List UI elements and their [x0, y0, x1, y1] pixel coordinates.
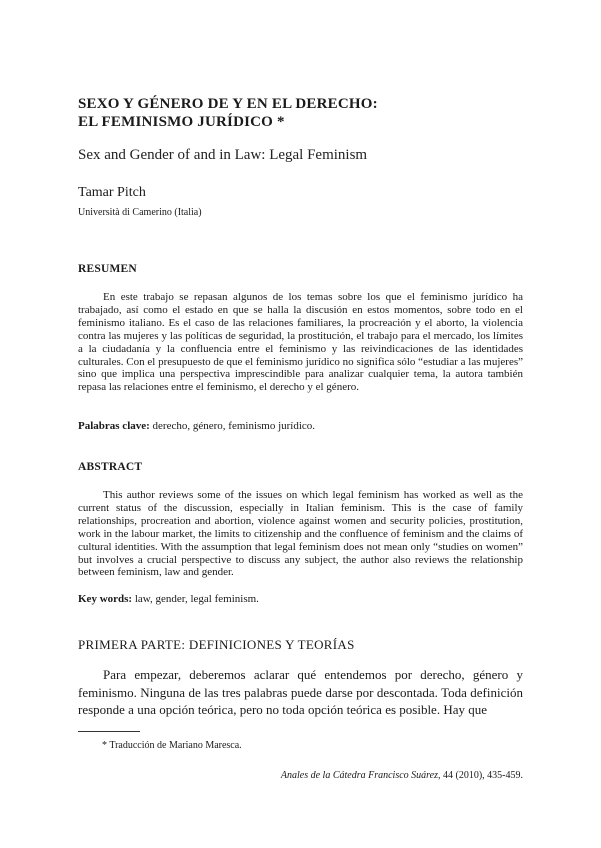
article-title-line-1: SEXO Y GÉNERO DE Y EN EL DERECHO:: [78, 96, 378, 112]
resumen-keywords-label: Palabras clave:: [78, 420, 150, 432]
article-subtitle: Sex and Gender of and in Law: Legal Feminism: [78, 147, 368, 163]
footnote: * Traducción de Mariano Maresca.: [102, 740, 242, 751]
journal-name: Anales de la Cátedra Francisco Suárez: [280, 770, 438, 781]
resumen-text: En este trabajo se repasan algunos de los temas sobre los que el feminismo jurídico ha trabajado, así como el estado en que se halla la discusión en estos momentos, sobre todo en el feminismo italiano. Es el caso de las relaciones familiares, la procreación y el aborto, la violencia contra las mujeres y las políticas de seguridad, la prostitución, el trabajo para el mercado, los límites a la ciudadanía y la confluencia entre el feminismo y las reivindicaciones de las identidades culturales. Con el presupuesto de que el feminismo jurídico no significa sólo “estudiar a las mujeres” sino que implica una perspectiva imprescindible para analizar cualquier tema, la autora también repasa las relaciones entre el feminismo, el derecho y el género.: [78, 291, 523, 394]
article-title: [78, 95, 538, 131]
abstract-heading: ABSTRACT: [78, 461, 143, 473]
abstract-keywords-label: Key words:: [78, 593, 133, 605]
body-paragraph: Para empezar, deberemos aclarar qué entendemos por derecho, género y feminismo. Ninguna de las tres palabras puede darse por descontada. Toda definición responde a una opción teórica, pero no toda opción teórica es posible. Hay que: [78, 667, 523, 717]
journal-citation: [281, 770, 523, 782]
author-name: Tamar Pitch: [78, 185, 146, 200]
footnote-divider: [78, 731, 140, 732]
resumen-keywords: [78, 420, 523, 433]
author-affiliation: Università di Camerino (Italia): [78, 207, 202, 218]
article-title-line-2: EL FEMINISMO JURÍDICO *: [78, 114, 285, 130]
resumen-keywords-values: derecho, género, feminismo jurídico.: [149, 420, 316, 432]
part-heading: PRIMERA PARTE: DEFINICIONES Y TEORÍAS: [78, 637, 355, 652]
abstract-keywords-values: law, gender, legal feminism.: [132, 593, 259, 605]
resumen-heading: RESUMEN: [78, 263, 137, 275]
abstract-keywords: [78, 593, 523, 606]
abstract-text: This author reviews some of the issues on which legal feminism has worked as well as the current status of the discussion, especially in Italian feminism. This is the case of family relationships, procreation and abortion, violence against women and security policies, prostitution, work in the labour market, the limits to citizenship and the confluence of feminism and the claims of cultural identities. With the assumption that legal feminism does not mean only “studies on women” but involves a crucial perspective to discuss any subject, the author also reviews the relationship between feminism, law and gender.: [78, 489, 523, 579]
journal-issue: , 44 (2010), 435-459.: [438, 770, 523, 781]
